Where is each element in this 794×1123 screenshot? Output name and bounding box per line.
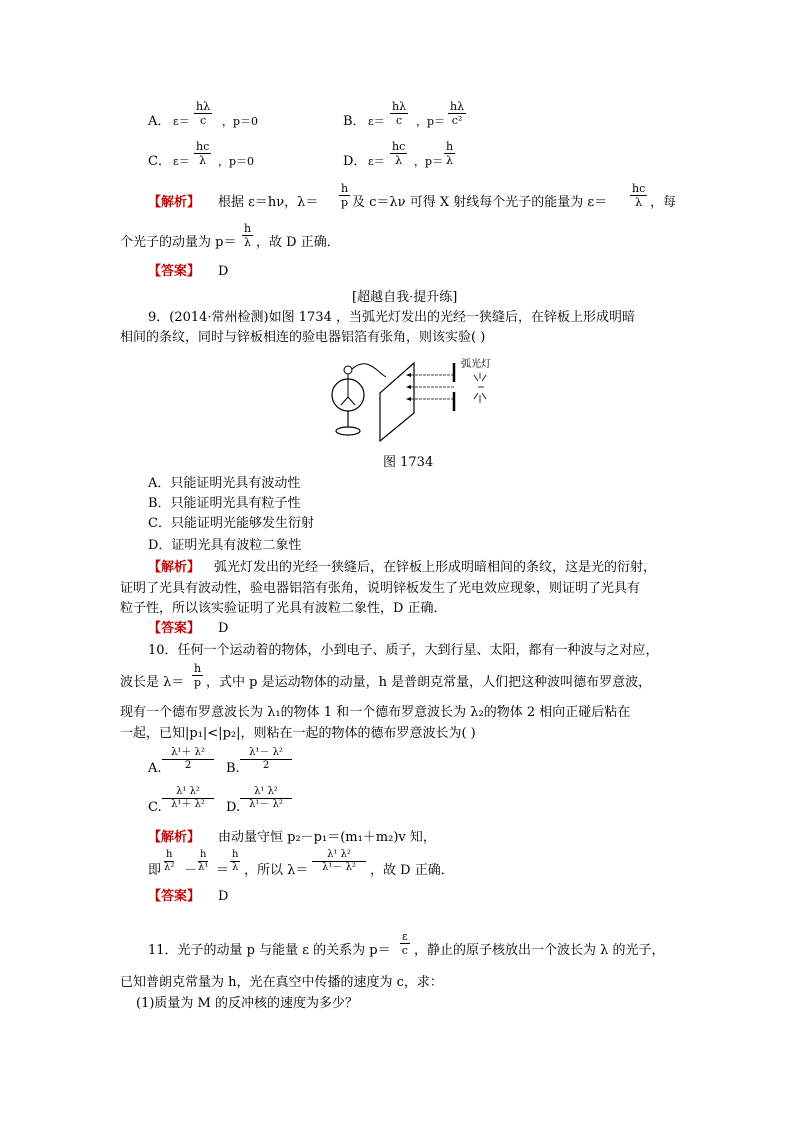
fraction: $\frac{h}{\lambda}$ (232, 849, 239, 873)
fraction: $\frac{h}{\lambda}$ (244, 222, 252, 249)
q10-stem-line-2a: 波长是 λ＝ (120, 675, 185, 690)
formula-text: ε＝ (173, 115, 190, 128)
option-label: A． (148, 114, 171, 129)
option-d: D．证明光具有波粒二象性 (148, 538, 302, 553)
option-c: C．只能证明光能够发生衍射 (148, 516, 314, 531)
analysis-text: 即 (148, 863, 162, 878)
analysis-text: 及 c＝λν 可得 X 射线每个光子的能量为 ε＝ (352, 195, 608, 210)
formula-text: ，p＝ (414, 155, 444, 168)
option-b: B．只能证明光具有粒子性 (148, 496, 301, 511)
answer-value: D (218, 621, 229, 636)
lamp-label: 弧光灯 (461, 359, 491, 370)
formula-text: － (184, 863, 198, 878)
option-label: D. (226, 800, 241, 815)
fraction: $\frac{\text{λ¹－ λ²}}{2}$ (240, 748, 292, 771)
analysis-text: ，每 (650, 195, 677, 210)
arc-lamp-icon (474, 373, 486, 403)
q11-stem-line-1a: 11．光子的动量 p 与能量 ε 的关系为 p＝ (148, 943, 391, 958)
fraction: $\frac{h}{\lambda}$ (446, 140, 454, 167)
fraction: $\frac{h}{p}$ (341, 182, 349, 209)
experiment-figure (328, 353, 528, 443)
option-label: C． (148, 154, 171, 169)
formula-text: ，p＝0 (218, 155, 255, 168)
fraction: $\frac{h\lambda}{c}$ (392, 100, 407, 127)
analysis-tag: 【解析】 (148, 830, 201, 845)
fraction: $\frac{h}{p}$ (194, 662, 202, 689)
formula-text: ε＝ (368, 155, 385, 168)
formula-text: ，p＝ (416, 115, 446, 128)
analysis-text: 根据 ε＝hν，λ＝ (218, 195, 319, 210)
analysis-text: ，所以 λ＝ (244, 863, 309, 878)
answer-tag: 【答案】 (148, 889, 201, 904)
formula-text: ＝ (216, 863, 230, 878)
fraction: $\frac{h\lambda}{\text{c²}}$ (450, 100, 465, 127)
q10-stem-line-2b: ，式中 p 是运动物体的动量，h 是普朗克常量，人们把这种波叫德布罗意波， (206, 675, 652, 690)
fraction: $\frac{h\lambda}{c}$ (196, 100, 211, 127)
fraction: $\frac{h}{\text{λ²}}$ (164, 849, 175, 873)
answer-tag: 【答案】 (148, 264, 201, 279)
section-title: [超越自我·提升练] (352, 290, 458, 305)
analysis-text: ，故 D 正确． (256, 235, 340, 250)
fraction: $\frac{hc}{\lambda}$ (196, 140, 210, 167)
analysis-tag: 【解析】 (148, 195, 201, 210)
analysis-text: 由动量守恒 p₂－p₁＝(m₁＋m₂)v 知， (218, 830, 436, 845)
option-label: A. (148, 761, 162, 776)
analysis-tag: 【解析】 (148, 560, 201, 575)
answer-tag: 【答案】 (148, 621, 201, 636)
formula-text: ，p＝0 (222, 115, 259, 128)
formula-text: ε＝ (368, 115, 385, 128)
analysis-text: 粒子性，所以该实验证明了光具有波粒二象性，D 正确． (120, 601, 447, 616)
answer-value: D (218, 264, 229, 279)
analysis-text: ，故 D 正确． (370, 863, 454, 878)
analysis-text: 证明了光具有波动性，验电器铝箔有张角，说明锌板发生了光电效应现象，则证明了光具有 (120, 581, 641, 596)
formula-text: ε＝ (173, 155, 190, 168)
q10-stem-line-3: 现有一个德布罗意波长为 λ₁的物体 1 和一个德布罗意波长为 λ₂的物体 2 相向正碰后粘在 (120, 705, 631, 720)
q10-stem-line-1: 10．任何一个运动着的物体，小到电子、质子，大到行星、太阳，都有一种波与之对应， (148, 643, 659, 658)
q11-stem-line-1b: ，静止的原子核放出一个波长为 λ 的光子， (414, 943, 665, 958)
q11-stem-line-2: 已知普朗克常量为 h，光在真空中传播的速度为 c，求： (120, 975, 443, 990)
analysis-text: 个光子的动量为 p＝ (120, 235, 237, 250)
fraction: $\frac{\text{λ¹ λ²}}{\text{λ¹－ λ²}}$ (240, 787, 292, 810)
fraction: $\frac{\text{λ¹ λ²}}{\text{λ¹－ λ²}}$ (312, 850, 366, 873)
option-label: B． (343, 114, 366, 129)
fraction: $\frac{hc}{\lambda}$ (632, 182, 646, 209)
q9-stem-line-1: 9．(2014·常州检测)如图 1734 ，当弧光灯发出的光经一狭缝后，在锌板上形成明暗 (148, 310, 635, 325)
option-label: B. (226, 761, 240, 776)
q11-subquestion-1: (1)质量为 M 的反冲核的速度为多少？ (136, 996, 358, 1011)
figure-caption: 图 1734 (383, 455, 434, 470)
answer-value: D (218, 889, 229, 904)
fraction: $\frac{\text{λ¹＋ λ²}}{2}$ (162, 748, 214, 771)
option-label: C. (148, 800, 162, 815)
option-a: A．只能证明光具有波动性 (148, 476, 301, 491)
q10-stem-line-4: 一起，已知|p₁|<|p₂|，则粘在一起的物体的德布罗意波长为( ) (120, 726, 476, 741)
fraction: $\frac{\text{λ¹ λ²}}{\text{λ¹＋ λ²}}$ (162, 787, 214, 810)
fraction: $\frac{h}{\text{λ¹}}$ (198, 849, 209, 873)
q9-stem-line-2: 相间的条纹，同时与锌板相连的验电器铝箔有张角，则该实验( ) (120, 330, 486, 345)
fraction: $\frac{\varepsilon}{c}$ (401, 930, 408, 957)
option-label: D． (343, 154, 367, 169)
analysis-text: 弧光灯发出的光经一狭缝后，在锌板上形成明暗相间的条纹，这是光的衍射， (214, 560, 657, 575)
fraction: $\frac{hc}{\lambda}$ (392, 140, 406, 167)
